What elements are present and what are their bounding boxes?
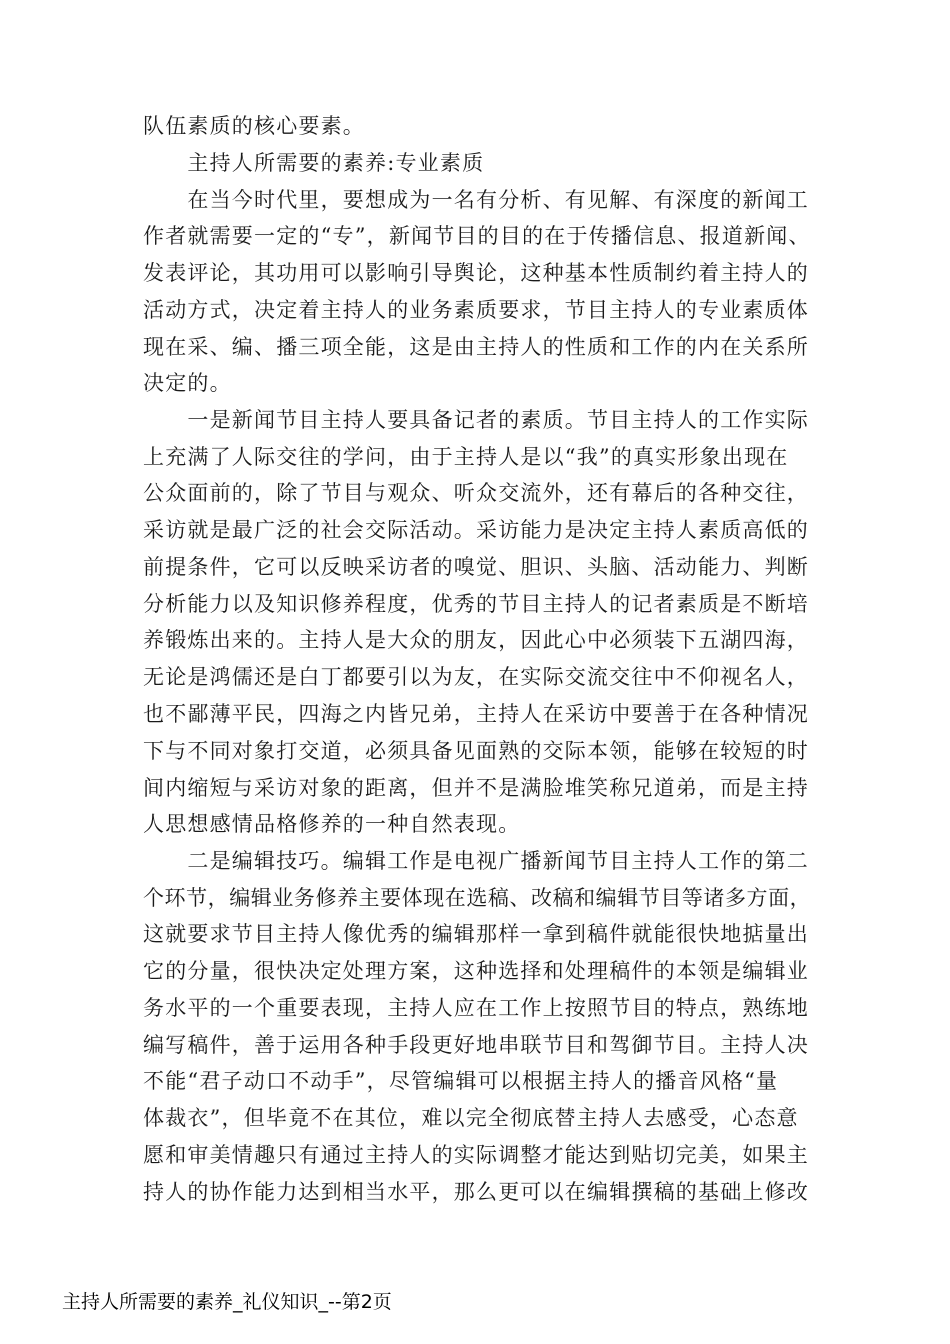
section-heading: 主持人所需要的素养:专业素质 — [143, 151, 485, 175]
body-line: 无论是鸿儒还是白丁都要引以为友，在实际交流交往中不仰视名人， — [143, 665, 809, 689]
body-line: 活动方式，决定着主持人的业务素质要求，节目主持人的专业素质体 — [143, 298, 809, 322]
body-line: 决定的。 — [143, 371, 232, 395]
body-line: 下与不同对象打交道，必须具备见面熟的交际本领，能够在较短的时 — [143, 739, 809, 763]
body-line: 分析能力以及知识修养程度，优秀的节目主持人的记者素质是不断培 — [143, 592, 809, 616]
body-line: 公众面前的，除了节目与观众、听众交流外，还有幕后的各种交往， — [143, 481, 809, 505]
body-line: 愿和审美情趣只有通过主持人的实际调整才能达到贴切完美，如果主 — [143, 1143, 809, 1167]
body-line: 前提条件，它可以反映采访者的嗅觉、胆识、头脑、活动能力、判断 — [143, 555, 809, 579]
body-line: 它的分量，很快决定处理方案，这种选择和处理稿件的本领是编辑业 — [143, 959, 809, 983]
body-line: 持人的协作能力达到相当水平，那么更可以在编辑撰稿的基础上修改 — [143, 1180, 809, 1204]
body-line: 间内缩短与采访对象的距离，但并不是满脸堆笑称兄道弟，而是主持 — [143, 776, 809, 800]
body-line: 二是编辑技巧。编辑工作是电视广播新闻节目主持人工作的第二 — [143, 849, 809, 873]
body-line: 务水平的一个重要表现，主持人应在工作上按照节目的特点，熟练地 — [143, 996, 809, 1020]
body-line: 也不鄙薄平民，四海之内皆兄弟，主持人在采访中要善于在各种情况 — [143, 702, 809, 726]
body-line: 编写稿件，善于运用各种手段更好地串联节目和驾御节目。主持人决 — [143, 1033, 809, 1057]
body-line: 发表评论，其功用可以影响引导舆论，这种基本性质制约着主持人的 — [143, 261, 809, 285]
body-line: 这就要求节目主持人像优秀的编辑那样一拿到稿件就能很快地掂量出 — [143, 922, 809, 946]
body-line: 一是新闻节目主持人要具备记者的素质。节目主持人的工作实际 — [143, 408, 809, 432]
body-line: 人思想感情品格修养的一种自然表现。 — [143, 812, 521, 836]
body-line: 体裁衣”，但毕竟不在其位，难以完全彻底替主持人去感受，心态意 — [143, 1106, 799, 1130]
body-line: 作者就需要一定的“专”，新闻节目的目的在于传播信息、报道新闻、 — [143, 224, 811, 248]
body-line: 采访就是最广泛的社会交际活动。采访能力是决定主持人素质高低的 — [143, 518, 809, 542]
body-line: 现在采、编、播三项全能，这是由主持人的性质和工作的内在关系所 — [143, 335, 809, 359]
body-line: 上充满了人际交往的学问，由于主持人是以“我”的真实形象出现在 — [143, 445, 789, 469]
body-line: 不能“君子动口不动手”，尽管编辑可以根据主持人的播音风格“量 — [143, 1069, 779, 1093]
page-footer: 主持人所需要的素养_礼仪知识_--第2页 — [62, 1291, 392, 1313]
body-line: 个环节，编辑业务修养主要体现在选稿、改稿和编辑节目等诸多方面， — [143, 886, 812, 910]
body-line: 在当今时代里，要想成为一名有分析、有见解、有深度的新闻工 — [143, 188, 809, 212]
body-line: 队伍素质的核心要素。 — [143, 114, 365, 138]
body-line: 养锻炼出来的。主持人是大众的朋友，因此心中必须装下五湖四海， — [143, 628, 809, 652]
